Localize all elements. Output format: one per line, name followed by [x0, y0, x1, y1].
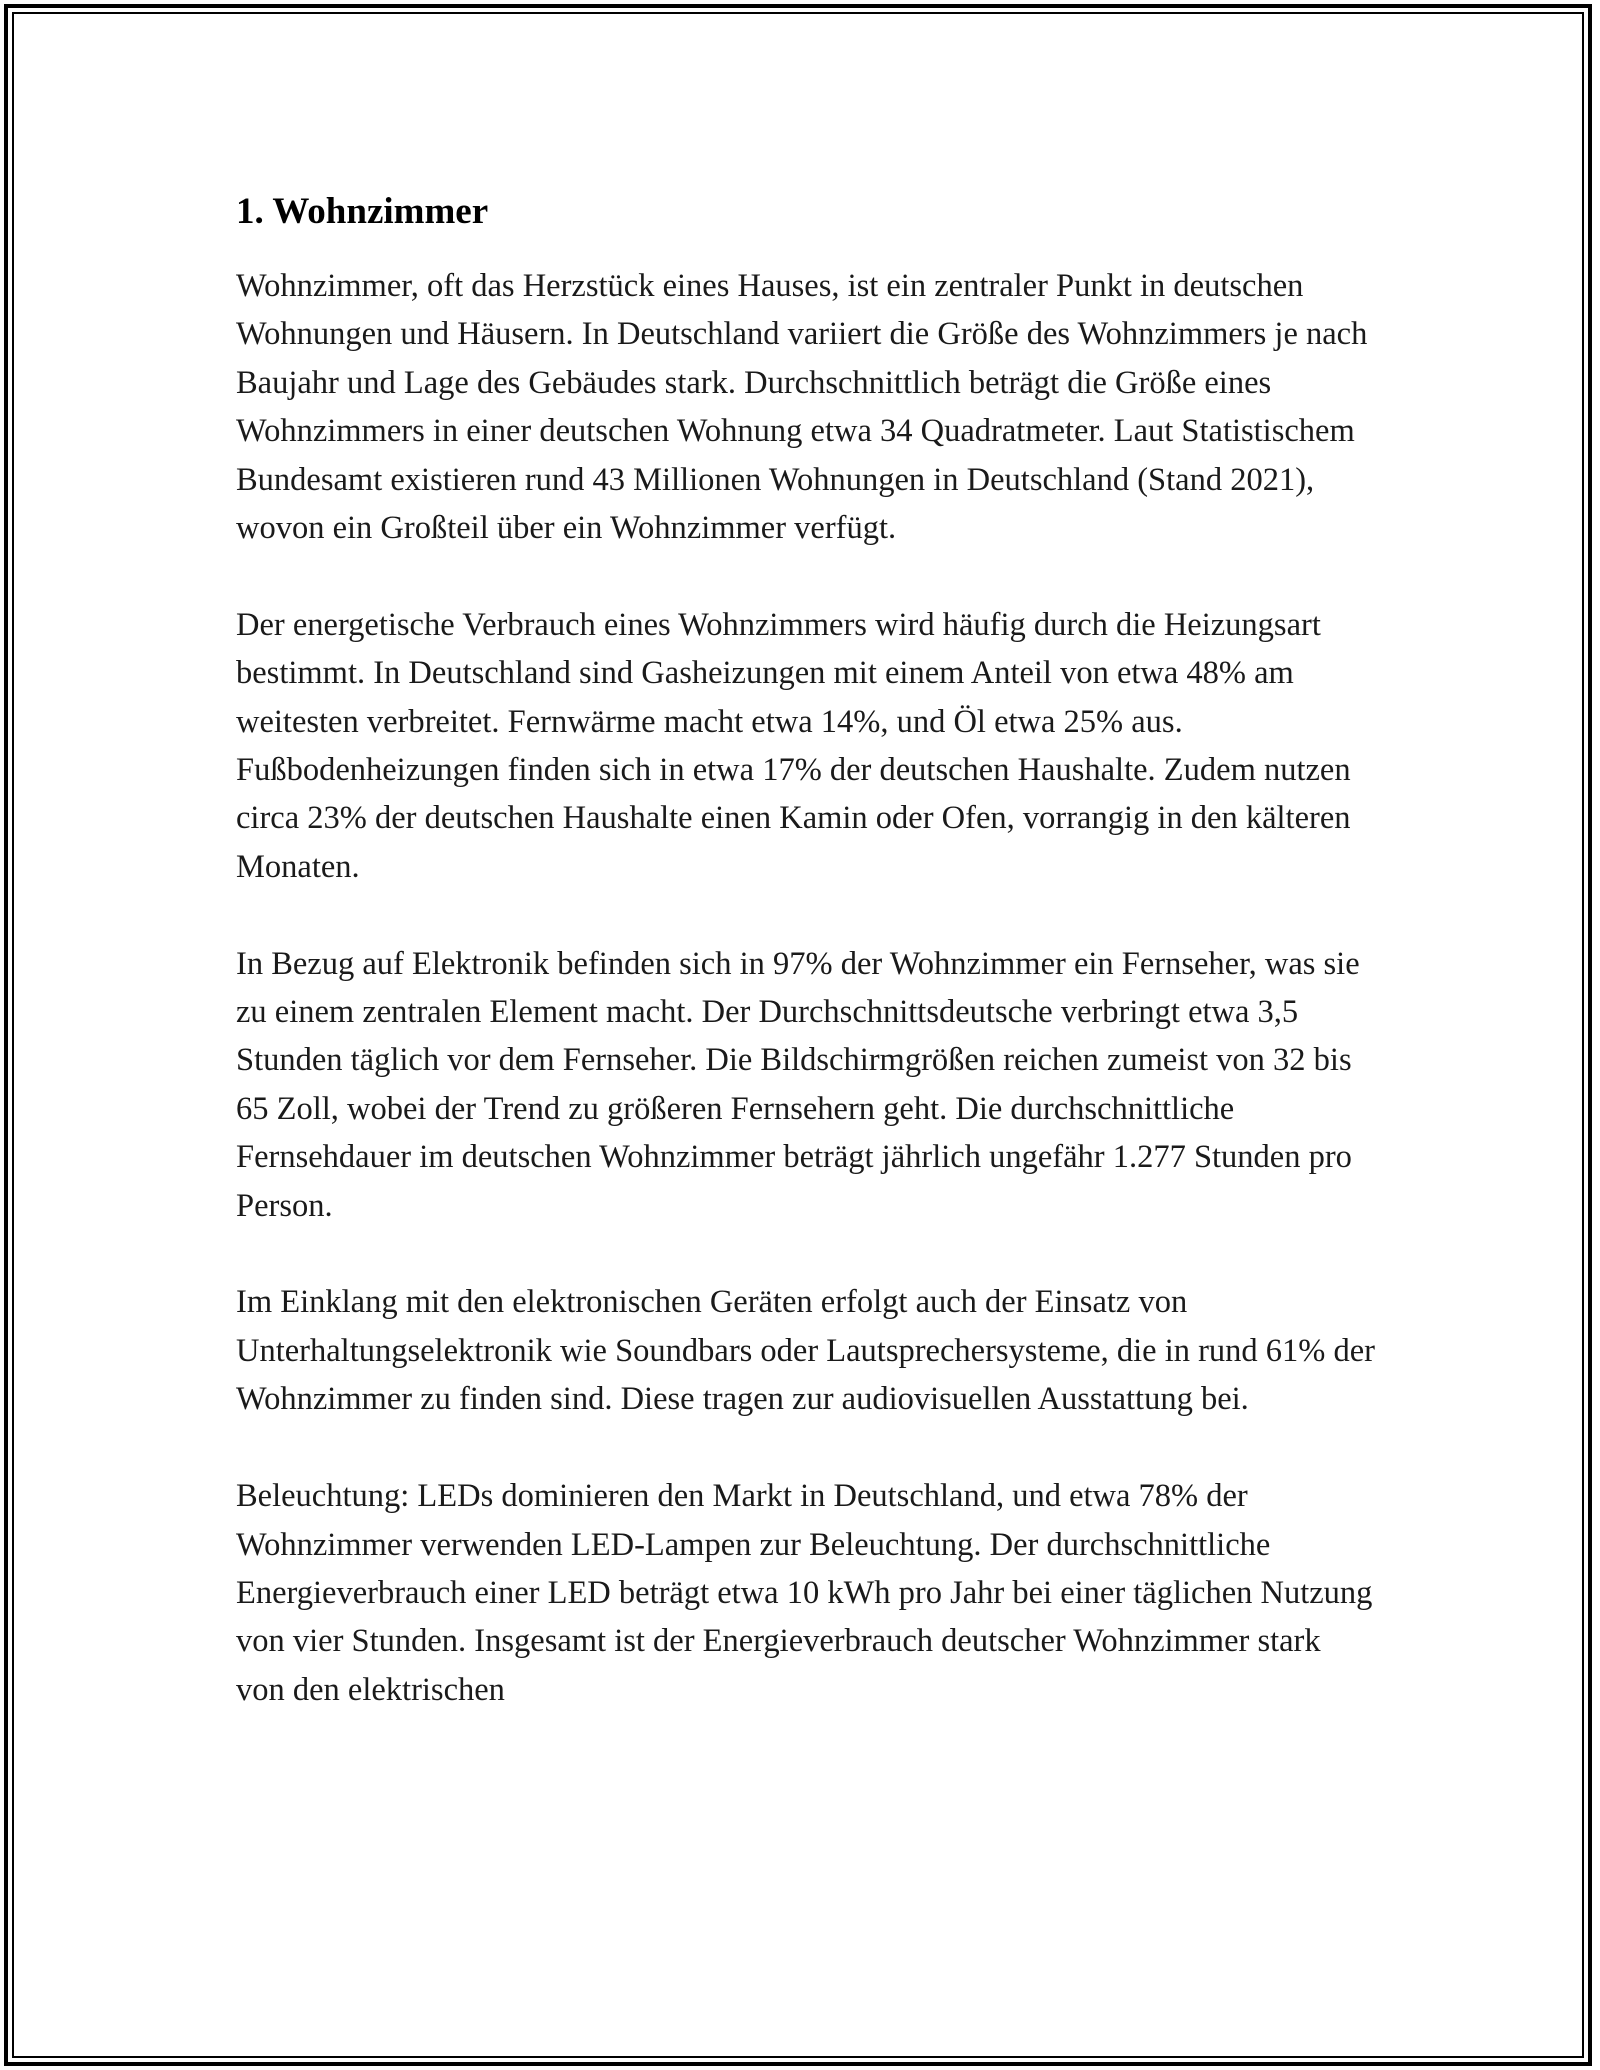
- paragraph-lighting: Beleuchtung: LEDs dominieren den Markt in Deutschland, und etwa 78% der Wohnzimmer verwenden LED-Lampen zur Beleuchtung. Der durchschnittliche Energieverbrauch einer LED beträgt etwa 10 kWh pro Jahr bei einer täglichen Nutzung von vier Stunden. Insgesamt ist der Energieverbrauch deutscher Wohnzimmer stark von den elektrischen: [236, 1478, 1373, 1708]
- paragraph-living-room-size: Wohnzimmer, oft das Herzstück eines Hauses, ist ein zentraler Punkt in deutschen Wohnungen und Häusern. In Deutschland variiert die Größe des Wohnzimmers je nach Baujahr und Lage des Gebäudes stark. Durchschnittlich beträgt die Größe eines Wohnzimmers in einer deutschen Wohnung etwa 34 Quadratmeter. Laut Statistischem Bundesamt existieren rund 43 Millionen Wohnungen in Deutschland (Stand 2021), wovon ein Großteil über ein Wohnzimmer verfügt.: [236, 268, 1368, 547]
- paragraph-television: In Bezug auf Elektronik befinden sich in 97% der Wohnzimmer ein Fernseher, was sie zu einem zentralen Element macht. Der Durchschnittsdeutsche verbringt etwa 3,5 Stunden täglich vor dem Fernseher. Die Bildschirmgrößen reichen zumeist von 32 bis 65 Zoll, wobei der Trend zu größeren Fernsehern geht. Die durchschnittliche Fernsehdauer im deutschen Wohnzimmer beträgt jährlich ungefähr 1.277 Stunden pro Person.: [236, 945, 1360, 1224]
- section-heading: 1. Wohnzimmer: [236, 191, 489, 232]
- document-body: [236, 188, 1376, 1714]
- paragraph-entertainment-electronics: Im Einklang mit den elektronischen Geräten erfolgt auch der Einsatz von Unterhaltungselektronik wie Soundbars oder Lautsprechersysteme, die in rund 61% der Wohnzimmer zu finden sind. Diese tragen zur audiovisuellen Ausstattung bei.: [236, 1284, 1375, 1418]
- paragraph-heating: Der energetische Verbrauch eines Wohnzimmers wird häufig durch die Heizungsart bestimmt. In Deutschland sind Gasheizungen mit einem Anteil von etwa 48% am weitesten verbreitet. Fernwärme macht etwa 14%, und Öl etwa 25% aus. Fußbodenheizungen finden sich in etwa 17% der deutschen Haushalte. Zudem nutzen circa 23% der deutschen Haushalte einen Kamin oder Ofen, vorrangig in den kälteren Monaten.: [236, 606, 1351, 885]
